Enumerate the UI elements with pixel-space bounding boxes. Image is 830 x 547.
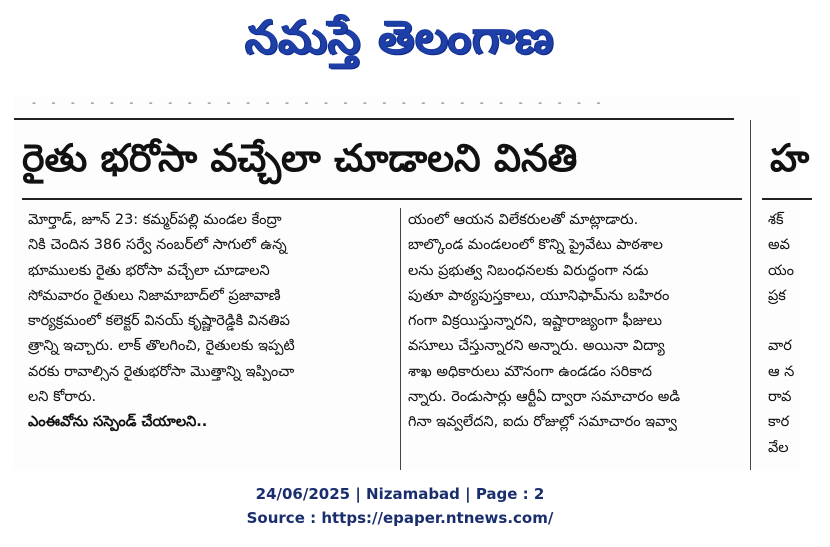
body-line: త్రాన్ని ఇచ్చారు. లాక్ తొలగించి, రైతులకు ఇప్పటి (28, 338, 295, 355)
body-line: వార (768, 338, 792, 355)
side-article-headline: హ (770, 136, 810, 180)
body-line: శాఖ అధికారులు మౌనంగా ఉండడం సరికాద (408, 363, 653, 380)
masthead-logo: నమస్తే తెలంగాణ (245, 10, 555, 64)
article-headline: రైతు భరోసా వచ్చేలా చూడాలని వినతి (22, 136, 578, 180)
body-line: వసూలు చేస్తున్నారని అన్నారు. అయినా విద్యా (408, 338, 665, 355)
top-rule (14, 118, 734, 120)
body-line: బాల్కొండ మండలంలో కొన్ని ప్రైవేటు పాఠశాల (408, 237, 663, 254)
headline-rule (22, 198, 742, 200)
body-line: ప్రక (768, 287, 786, 304)
side-article-column (768, 208, 818, 461)
body-line: రావ (768, 389, 792, 406)
body-line: గంగా విక్రయిస్తున్నారని, ఇష్టారాజ్యంగా ఫీజులు (408, 313, 663, 330)
body-line: మోర్తాడ్, జూన్ 23: కమ్మర్‌పల్లి మండల కేంద్రా (28, 212, 282, 228)
body-line: ఆ న (768, 363, 795, 380)
article-column-2 (408, 208, 744, 436)
body-line: సోమవారం రైతులు నిజామాబాద్‌లో ప్రజావాణి (28, 287, 281, 304)
body-line: వేల (768, 439, 789, 456)
body-line: నికి చెందిన 386 సర్వే నంబర్‌లో సాగులో ఉన్న (28, 237, 287, 254)
body-line: కార (768, 414, 790, 431)
body-line: అవ (768, 237, 790, 254)
body-line: శక్ (768, 212, 784, 228)
body-line: గినా ఇవ్వలేదని, ఐదు రోజుల్లో సమాచారం ఇవ్వా (408, 414, 677, 431)
body-line: లను ప్రభుత్వ నిబంధనలకు విరుద్ధంగా నడు (408, 262, 649, 279)
column-divider (750, 120, 751, 470)
source-link[interactable]: Source : https://epaper.ntnews.com/ (246, 509, 554, 527)
masthead (0, 0, 800, 80)
body-line: యం (768, 262, 794, 279)
body-line: లని కోరారు. (28, 389, 97, 406)
article-column-1 (28, 208, 402, 436)
body-line: భూములకు రైతు భరోసా వచ్చేలా చూడాలని (28, 262, 270, 279)
side-headline-rule (762, 198, 812, 200)
body-line (768, 309, 818, 334)
body-line: యంలో ఆయన విలేకరులతో మాట్లాడారు. (408, 212, 639, 228)
body-line: వరకు రావాల్సిన రైతుభరోసా మొత్తాన్ని ఇప్పించా (28, 363, 295, 380)
newspaper-clipping (14, 96, 810, 470)
body-line: కార్యక్రమంలో కలెక్టర్ వినయ్ కృష్ణారెడ్డికి వినతిప (28, 313, 290, 330)
faded-top-text: - - - - - - - - - - - - - - - - - - - - - - - - - - - - - - (32, 96, 607, 109)
article-subheading: ఎంఈవోను సస్పెండ్ చేయాలని.. (28, 414, 208, 431)
body-line: పుతూ పాఠ్యపుస్తకాలు, యూనిఫామ్‌ను బహిరం (408, 287, 670, 304)
body-line: న్నారు. రెండుసార్లు ఆర్టీఏ ద్వారా సమాచారం అడి (408, 389, 681, 406)
edition-info: 24/06/2025 | Nizamabad | Page : 2 (255, 485, 545, 503)
